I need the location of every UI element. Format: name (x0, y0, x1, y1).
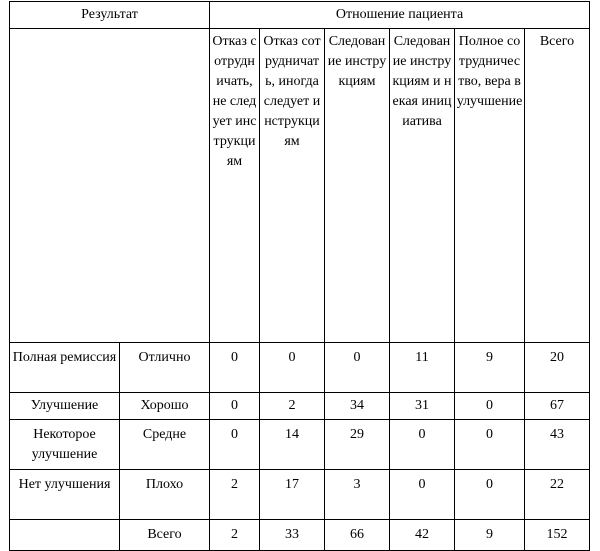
table-cell: 0 (260, 343, 325, 393)
header-result: Результат (10, 2, 210, 29)
row-result-label: Нет улучшения (10, 470, 120, 520)
table-cell: 0 (390, 470, 455, 520)
table-cell: 14 (260, 420, 325, 470)
row-grade-label: Хорошо (120, 393, 210, 420)
table-cell: 17 (260, 470, 325, 520)
table-cell: 0 (325, 343, 390, 393)
table-row (10, 470, 590, 520)
table-cell: 22 (525, 470, 590, 520)
column-header-4: Следование инструкциям и некая инициатива (390, 29, 455, 343)
table-row (10, 420, 590, 470)
column-header-5: Полное сотрудничество, вера в улучшение (455, 29, 525, 343)
table-row (10, 343, 590, 393)
table-cell: 2 (210, 470, 260, 520)
table-cell: 67 (525, 393, 590, 420)
table-cell: 0 (210, 343, 260, 393)
table-cell: 2 (210, 520, 260, 551)
table-cell: 20 (525, 343, 590, 393)
table-cell: 152 (525, 520, 590, 551)
table-cell: 0 (390, 420, 455, 470)
table-cell: 29 (325, 420, 390, 470)
table-cell: 31 (390, 393, 455, 420)
header-empty-cell (10, 29, 210, 343)
table-cell: 0 (455, 470, 525, 520)
header-patient-attitude: Отношение пациента (210, 2, 590, 29)
row-result-label: Некоторое улучшение (10, 420, 120, 470)
row-result-label: Полная ремиссия (10, 343, 120, 393)
column-header-total: Всего (525, 29, 590, 343)
row-grade-label: Отлично (120, 343, 210, 393)
table-cell: 2 (260, 393, 325, 420)
table-cell: 0 (210, 393, 260, 420)
table-cell: 42 (390, 520, 455, 551)
table-cell: 0 (210, 420, 260, 470)
column-header-1: Отказ сотрудничать, не следует инструкциям (210, 29, 260, 343)
column-header-2: Отказ сотрудничать, иногда следует инструкциям (260, 29, 325, 343)
table-row (10, 393, 590, 420)
table-cell: 34 (325, 393, 390, 420)
row-result-label: Улучшение (10, 393, 120, 420)
table-cell: 66 (325, 520, 390, 551)
table-cell: 33 (260, 520, 325, 551)
row-grade-label: Всего (120, 520, 210, 551)
table-cell: 9 (455, 343, 525, 393)
table-cell: 43 (525, 420, 590, 470)
row-grade-label: Плохо (120, 470, 210, 520)
table-cell: 11 (390, 343, 455, 393)
table-row (10, 520, 590, 551)
results-table (9, 1, 590, 551)
table-cell: 0 (455, 393, 525, 420)
row-grade-label: Средне (120, 420, 210, 470)
table-cell: 3 (325, 470, 390, 520)
row-result-label (10, 520, 120, 551)
table-cell: 0 (455, 420, 525, 470)
table-cell: 9 (455, 520, 525, 551)
column-header-3: Следование инструкциям (325, 29, 390, 343)
